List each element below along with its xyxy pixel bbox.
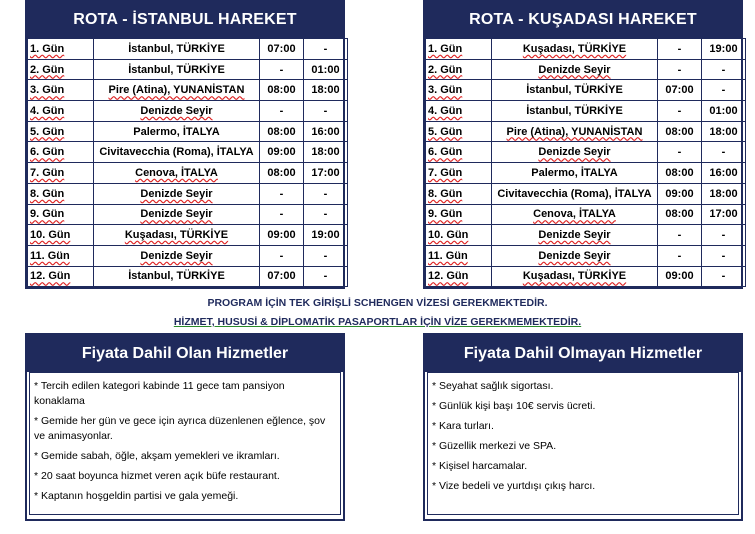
departure-cell: - [702, 245, 746, 266]
port-cell: İstanbul, TÜRKİYE [94, 266, 260, 287]
day-cell: 6. Gün [426, 142, 492, 163]
bullet-star-icon: * [34, 380, 39, 392]
day-cell: 7. Gün [426, 163, 492, 184]
port-cell: İstanbul, TÜRKİYE [94, 39, 260, 60]
port-cell: Kuşadası, TÜRKİYE [492, 39, 658, 60]
departure-cell: - [702, 225, 746, 246]
bullet-star-icon: * [34, 470, 39, 482]
arrival-cell: - [260, 204, 304, 225]
day-cell: 12. Gün [426, 266, 492, 287]
arrival-cell: - [658, 59, 702, 80]
arrival-cell: - [658, 245, 702, 266]
day-cell: 4. Gün [426, 101, 492, 122]
bullet-star-icon: * [432, 420, 437, 432]
day-cell: 3. Gün [28, 80, 94, 101]
port-cell: Pire (Atina), YUNANİSTAN [94, 80, 260, 101]
arrival-cell: 09:00 [260, 142, 304, 163]
included-services-list [29, 372, 341, 515]
departure-cell: - [304, 245, 348, 266]
departure-cell: 18:00 [702, 183, 746, 204]
port-cell: Palermo, İTALYA [492, 163, 658, 184]
arrival-cell: - [658, 39, 702, 60]
itinerary-row [28, 39, 348, 60]
arrival-cell: 07:00 [260, 39, 304, 60]
day-cell: 6. Gün [28, 142, 94, 163]
day-cell: 7. Gün [28, 163, 94, 184]
port-cell: Denizde Seyir [492, 142, 658, 163]
arrival-cell: 08:00 [658, 204, 702, 225]
itinerary-row [426, 183, 746, 204]
day-cell: 1. Gün [28, 39, 94, 60]
service-item: * Seyahat sağlık sigortası. [432, 380, 554, 392]
day-cell: 4. Gün [28, 101, 94, 122]
service-item: * 20 saat boyunca hizmet veren açık büfe restaurant. [34, 470, 280, 482]
day-cell: 1. Gün [426, 39, 492, 60]
day-cell: 2. Gün [426, 59, 492, 80]
departure-cell: - [304, 39, 348, 60]
arrival-cell: 08:00 [658, 163, 702, 184]
itinerary-row [426, 80, 746, 101]
bullet-star-icon: * [432, 480, 437, 492]
arrival-cell: 07:00 [658, 80, 702, 101]
arrival-cell: 08:00 [260, 121, 304, 142]
arrival-cell: 09:00 [658, 266, 702, 287]
itinerary-row [28, 121, 348, 142]
itinerary-row [28, 266, 348, 287]
itinerary-row [426, 101, 746, 122]
day-cell: 2. Gün [28, 59, 94, 80]
day-cell: 12. Gün [28, 266, 94, 287]
itinerary-row [426, 163, 746, 184]
arrival-cell: - [658, 142, 702, 163]
service-item: * Günlük kişi başı 10€ servis ücreti. [432, 400, 596, 412]
arrival-cell: 08:00 [260, 80, 304, 101]
itinerary-row [28, 204, 348, 225]
itinerary-row [28, 183, 348, 204]
port-cell: Denizde Seyir [94, 101, 260, 122]
port-cell: Palermo, İTALYA [94, 121, 260, 142]
bullet-star-icon: * [34, 490, 39, 502]
bullet-star-icon: * [432, 440, 437, 452]
itinerary-row [28, 245, 348, 266]
day-cell: 10. Gün [426, 225, 492, 246]
day-cell: 3. Gün [426, 80, 492, 101]
port-cell: İstanbul, TÜRKİYE [492, 101, 658, 122]
service-item: * Güzellik merkezi ve SPA. [432, 440, 557, 452]
departure-cell: - [702, 266, 746, 287]
port-cell: Pire (Atina), YUNANİSTAN [492, 121, 658, 142]
arrival-cell: 07:00 [260, 266, 304, 287]
port-cell: İstanbul, TÜRKİYE [94, 59, 260, 80]
port-cell: Civitavecchia (Roma), İTALYA [94, 142, 260, 163]
day-cell: 8. Gün [28, 183, 94, 204]
departure-cell: - [304, 183, 348, 204]
departure-cell: 01:00 [304, 59, 348, 80]
itinerary-row [28, 59, 348, 80]
departure-cell: - [702, 80, 746, 101]
service-item: * Gemide sabah, öğle, akşam yemekleri ve ikramları. [34, 450, 280, 462]
itinerary-row [28, 80, 348, 101]
departure-cell: - [702, 59, 746, 80]
arrival-cell: - [260, 245, 304, 266]
departure-cell: 16:00 [304, 121, 348, 142]
itinerary-row [426, 266, 746, 287]
itinerary-row [426, 121, 746, 142]
arrival-cell: - [658, 101, 702, 122]
service-item: * Kaptanın hoşgeldin partisi ve gala yemeği. [34, 490, 239, 502]
port-cell: Denizde Seyir [94, 245, 260, 266]
service-item: * Tercih edilen kategori kabinde 11 gece tam pansiyon konaklama [34, 380, 285, 407]
departure-cell: 18:00 [304, 142, 348, 163]
port-cell: Denizde Seyir [94, 183, 260, 204]
bullet-star-icon: * [34, 415, 39, 427]
arrival-cell: 09:00 [658, 183, 702, 204]
arrival-cell: 08:00 [260, 163, 304, 184]
departure-cell: 17:00 [304, 163, 348, 184]
departure-cell: 18:00 [304, 80, 348, 101]
bullet-star-icon: * [432, 380, 437, 392]
departure-cell: 01:00 [702, 101, 746, 122]
port-cell: Kuşadası, TÜRKİYE [94, 225, 260, 246]
route-kusadasi-table [425, 38, 746, 287]
itinerary-row [426, 204, 746, 225]
port-cell: Denizde Seyir [492, 245, 658, 266]
departure-cell: 17:00 [702, 204, 746, 225]
included-services-panel [25, 333, 345, 521]
passport-visa-notice: HİZMET, HUSUSİ & DİPLOMATİK PASAPORTLAR İÇİN VİZE GEREKMEMEKTEDİR. [173, 316, 582, 328]
itinerary-row [28, 163, 348, 184]
itinerary-row [28, 101, 348, 122]
arrival-cell: - [260, 183, 304, 204]
route-kusadasi-panel [423, 0, 743, 289]
port-cell: İstanbul, TÜRKİYE [492, 80, 658, 101]
day-cell: 5. Gün [28, 121, 94, 142]
itinerary-row [426, 39, 746, 60]
departure-cell: 19:00 [702, 39, 746, 60]
departure-cell: - [304, 101, 348, 122]
included-services-title: Fiyata Dahil Olan Hizmetler [27, 335, 343, 372]
itinerary-row [426, 245, 746, 266]
route-kusadasi-title: ROTA - KUŞADASI HAREKET [425, 2, 741, 38]
route-istanbul-table [27, 38, 348, 287]
arrival-cell: 09:00 [260, 225, 304, 246]
service-item: * Gemide her gün ve gece için ayrıca düzenlenen eğlence, şov ve animasyonlar. [34, 415, 326, 442]
service-item: * Kara turları. [432, 420, 494, 432]
excluded-services-title: Fiyata Dahil Olmayan Hizmetler [425, 335, 741, 372]
port-cell: Denizde Seyir [492, 59, 658, 80]
day-cell: 9. Gün [426, 204, 492, 225]
schengen-visa-notice: PROGRAM İÇİN TEK GİRİŞLİ SCHENGEN VİZESİ GEREKMEKTEDİR. [207, 297, 548, 309]
arrival-cell: - [260, 59, 304, 80]
port-cell: Denizde Seyir [492, 225, 658, 246]
itinerary-row [426, 142, 746, 163]
departure-cell: - [304, 204, 348, 225]
itinerary-row [426, 59, 746, 80]
departure-cell: 19:00 [304, 225, 348, 246]
day-cell: 8. Gün [426, 183, 492, 204]
departure-cell: - [702, 142, 746, 163]
departure-cell: - [304, 266, 348, 287]
itinerary-row [426, 225, 746, 246]
itinerary-row [28, 225, 348, 246]
departure-cell: 18:00 [702, 121, 746, 142]
port-cell: Cenova, İTALYA [94, 163, 260, 184]
port-cell: Civitavecchia (Roma), İTALYA [492, 183, 658, 204]
bullet-star-icon: * [432, 400, 437, 412]
service-item: * Vize bedeli ve yurtdışı çıkış harcı. [432, 480, 596, 492]
day-cell: 10. Gün [28, 225, 94, 246]
arrival-cell: - [658, 225, 702, 246]
route-istanbul-title: ROTA - İSTANBUL HAREKET [27, 2, 343, 38]
day-cell: 9. Gün [28, 204, 94, 225]
route-istanbul-panel [25, 0, 345, 289]
day-cell: 11. Gün [28, 245, 94, 266]
port-cell: Denizde Seyir [94, 204, 260, 225]
day-cell: 11. Gün [426, 245, 492, 266]
bullet-star-icon: * [432, 460, 437, 472]
excluded-services-list [427, 372, 739, 515]
port-cell: Kuşadası, TÜRKİYE [492, 266, 658, 287]
arrival-cell: 08:00 [658, 121, 702, 142]
itinerary-row [28, 142, 348, 163]
port-cell: Cenova, İTALYA [492, 204, 658, 225]
departure-cell: 16:00 [702, 163, 746, 184]
bullet-star-icon: * [34, 450, 39, 462]
arrival-cell: - [260, 101, 304, 122]
service-item: * Kişisel harcamalar. [432, 460, 528, 472]
excluded-services-panel [423, 333, 743, 521]
day-cell: 5. Gün [426, 121, 492, 142]
